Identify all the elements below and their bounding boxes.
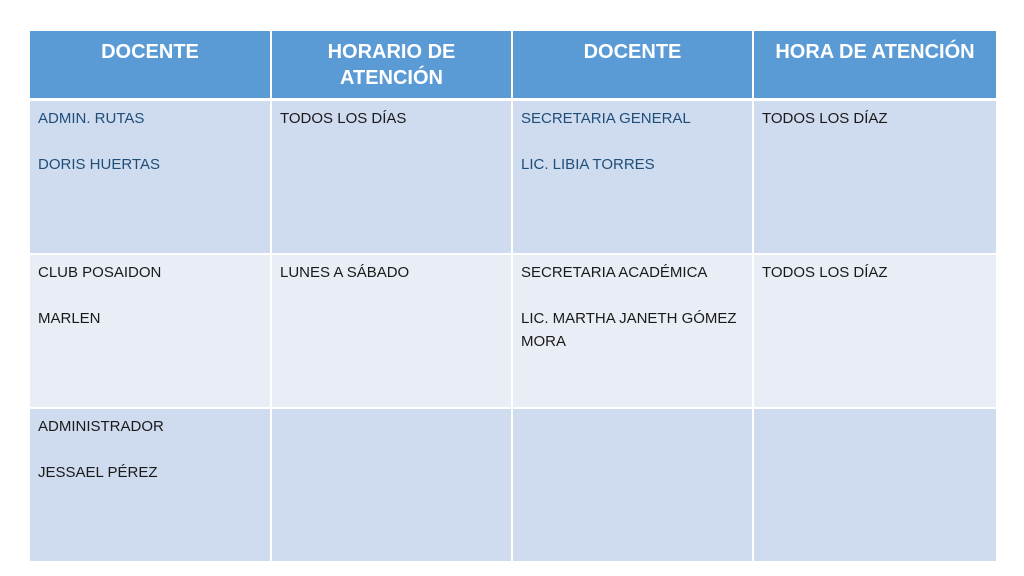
table-cell xyxy=(30,409,272,563)
cell-text: ADMIN. RUTAS xyxy=(38,110,145,127)
cell-text: LIC. LIBIA TORRES xyxy=(521,156,655,173)
table-cell xyxy=(272,101,513,255)
table-cell xyxy=(754,409,996,563)
table-cell xyxy=(513,101,754,255)
cell-text: SECRETARIA ACADÉMICA xyxy=(521,264,708,281)
table-cell xyxy=(30,255,272,409)
cell-text: TODOS LOS DÍAZ xyxy=(762,110,888,127)
header-row xyxy=(30,31,996,101)
table-cell xyxy=(272,409,513,563)
table-cell xyxy=(30,101,272,255)
table-cell xyxy=(272,255,513,409)
cell-text: MARLEN xyxy=(38,310,101,327)
header-horario-atencion: HORARIO DE ATENCIÓN xyxy=(272,31,513,101)
table-cell xyxy=(754,101,996,255)
header-docente-2: DOCENTE xyxy=(513,31,754,101)
table-cell xyxy=(754,255,996,409)
table-row xyxy=(30,101,996,255)
cell-text: LUNES A SÁBADO xyxy=(280,264,410,281)
cell-text: JESSAEL PÉREZ xyxy=(38,464,158,481)
cell-text: CLUB POSAIDON xyxy=(38,264,162,281)
cell-text: DORIS HUERTAS xyxy=(38,156,160,173)
table-row xyxy=(30,409,996,563)
table-row xyxy=(30,255,996,409)
schedule-table xyxy=(30,31,996,563)
table-cell xyxy=(513,409,754,563)
cell-text: ADMINISTRADOR xyxy=(38,418,164,435)
table-cell xyxy=(513,255,754,409)
cell-text: SECRETARIA GENERAL xyxy=(521,110,691,127)
cell-text: TODOS LOS DÍAS xyxy=(280,110,407,127)
cell-text: LIC. MARTHA JANETH GÓMEZ MORA xyxy=(521,310,737,350)
header-hora-atencion: HORA DE ATENCIÓN xyxy=(754,31,996,101)
cell-text: TODOS LOS DÍAZ xyxy=(762,264,888,281)
header-docente-1: DOCENTE xyxy=(30,31,272,101)
